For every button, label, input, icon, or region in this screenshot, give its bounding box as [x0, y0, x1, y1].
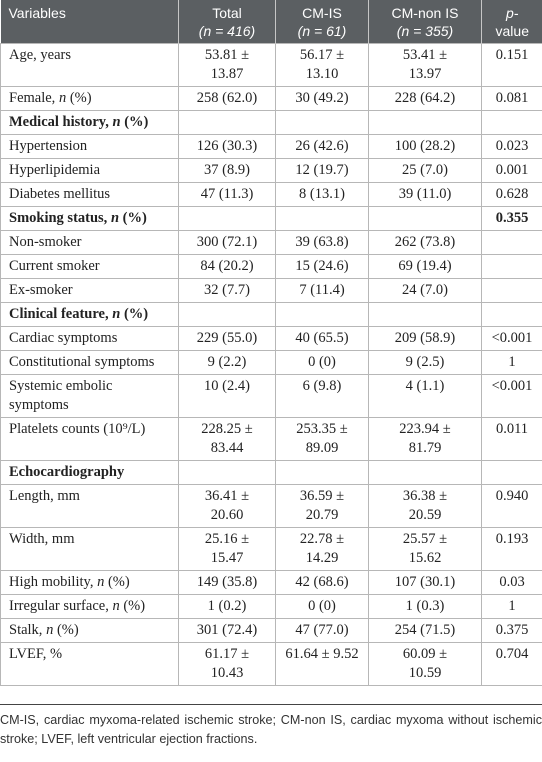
row-label: High mobility, n (%): [1, 571, 179, 595]
cell-cmis: 47 (77.0): [276, 619, 369, 643]
cell-total: [179, 111, 276, 135]
footnote-divider: [0, 704, 542, 705]
cell-cmis: [276, 461, 369, 485]
table-row: [1, 485, 542, 528]
row-label: Cardiac symptoms: [1, 327, 179, 351]
cell-total: [179, 207, 276, 231]
cell-pvalue: [482, 255, 542, 279]
row-label: Female, n (%): [1, 87, 179, 111]
cell-pvalue: [482, 111, 542, 135]
table-row: [1, 528, 542, 571]
cell-cmnon: [369, 207, 482, 231]
row-label: Length, mm: [1, 485, 179, 528]
table-row: [1, 418, 542, 461]
row-label: Systemic embolic symptoms: [1, 375, 179, 418]
cell-total: 228.25 ± 83.44: [179, 418, 276, 461]
cell-pvalue: <0.001: [482, 375, 542, 418]
cell-cmis: 12 (19.7): [276, 159, 369, 183]
table-row: [1, 619, 542, 643]
cell-pvalue: 0.03: [482, 571, 542, 595]
header-cmis-label: CM-IS: [302, 5, 342, 21]
header-cmnon-n: (n = 355): [396, 23, 454, 39]
header-cmnon-label: CM-non IS: [391, 5, 459, 21]
section-row: [1, 111, 542, 135]
cell-cmis: 56.17 ± 13.10: [276, 44, 369, 87]
table-footnote: CM-IS, cardiac myxoma-related ischemic stroke; CM-non IS, cardiac myxoma without ischemic stroke; LVEF, left ventricular ejection fractions.: [0, 713, 542, 746]
table-row: [1, 87, 542, 111]
header-variables: Variables: [1, 0, 179, 44]
cell-pvalue: 0.011: [482, 418, 542, 461]
cell-cmis: 36.59 ± 20.79: [276, 485, 369, 528]
cell-cmnon: [369, 461, 482, 485]
cell-cmnon: 107 (30.1): [369, 571, 482, 595]
row-label: Constitutional symptoms: [1, 351, 179, 375]
cell-cmis: [276, 111, 369, 135]
cell-cmnon: 39 (11.0): [369, 183, 482, 207]
row-label: Non-smoker: [1, 231, 179, 255]
cell-cmnon: 4 (1.1): [369, 375, 482, 418]
cell-cmnon: 25 (7.0): [369, 159, 482, 183]
cell-cmis: 0 (0): [276, 595, 369, 619]
cell-total: 301 (72.4): [179, 619, 276, 643]
row-label: Platelets counts (10⁹/L): [1, 418, 179, 461]
cell-cmis: 22.78 ± 14.29: [276, 528, 369, 571]
row-label: Hypertension: [1, 135, 179, 159]
cell-pvalue: [482, 461, 542, 485]
cell-pvalue: 0.193: [482, 528, 542, 571]
section-row: [1, 461, 542, 485]
cell-pvalue: 0.023: [482, 135, 542, 159]
row-label: Irregular surface, n (%): [1, 595, 179, 619]
row-label: Hyperlipidemia: [1, 159, 179, 183]
cell-pvalue: [482, 303, 542, 327]
cell-cmnon: 228 (64.2): [369, 87, 482, 111]
table-row: [1, 351, 542, 375]
cell-pvalue: 0.704: [482, 643, 542, 686]
table-row: [1, 183, 542, 207]
cell-total: 61.17 ± 10.43: [179, 643, 276, 686]
cell-cmnon: 25.57 ± 15.62: [369, 528, 482, 571]
row-label: Ex-smoker: [1, 279, 179, 303]
row-label: Stalk, n (%): [1, 619, 179, 643]
cell-cmnon: 9 (2.5): [369, 351, 482, 375]
cell-cmnon: [369, 303, 482, 327]
cell-cmis: 26 (42.6): [276, 135, 369, 159]
cell-pvalue: 0.628: [482, 183, 542, 207]
cell-total: 84 (20.2): [179, 255, 276, 279]
cell-cmnon: 24 (7.0): [369, 279, 482, 303]
cell-pvalue: [482, 231, 542, 255]
cell-pvalue: 0.940: [482, 485, 542, 528]
cell-cmis: 42 (68.6): [276, 571, 369, 595]
cell-pvalue: 1: [482, 595, 542, 619]
cell-total: 37 (8.9): [179, 159, 276, 183]
cell-cmis: [276, 207, 369, 231]
cell-cmnon: 53.41 ± 13.97: [369, 44, 482, 87]
cell-pvalue: 0.355: [482, 207, 542, 231]
cell-cmis: 39 (63.8): [276, 231, 369, 255]
cell-cmnon: 209 (58.9): [369, 327, 482, 351]
cell-total: 9 (2.2): [179, 351, 276, 375]
header-value-label: value: [495, 23, 529, 39]
table-row: [1, 159, 542, 183]
section-row: [1, 303, 542, 327]
row-label: Smoking status, n (%): [1, 207, 179, 231]
cell-cmis: 8 (13.1): [276, 183, 369, 207]
table-row: [1, 255, 542, 279]
cell-pvalue: 0.375: [482, 619, 542, 643]
cell-cmis: 7 (11.4): [276, 279, 369, 303]
cell-cmis: 40 (65.5): [276, 327, 369, 351]
header-total-label: Total: [212, 5, 242, 21]
cell-cmnon: 36.38 ± 20.59: [369, 485, 482, 528]
header-pvalue: [482, 0, 542, 44]
table-row: [1, 44, 542, 87]
cell-total: 126 (30.3): [179, 135, 276, 159]
cell-total: 25.16 ± 15.47: [179, 528, 276, 571]
cell-cmis: 15 (24.6): [276, 255, 369, 279]
cell-cmnon: 254 (71.5): [369, 619, 482, 643]
header-p-label: p-: [506, 5, 519, 21]
cell-cmnon: 223.94 ± 81.79: [369, 418, 482, 461]
cell-total: 32 (7.7): [179, 279, 276, 303]
table-body: [1, 44, 542, 686]
cell-pvalue: 1: [482, 351, 542, 375]
row-label: LVEF, %: [1, 643, 179, 686]
cell-pvalue: [482, 279, 542, 303]
header-row: [1, 0, 542, 44]
cell-cmis: 30 (49.2): [276, 87, 369, 111]
header-total-n: (n = 416): [198, 23, 256, 39]
cell-total: 229 (55.0): [179, 327, 276, 351]
cell-cmnon: 1 (0.3): [369, 595, 482, 619]
table-row: [1, 571, 542, 595]
cell-total: 300 (72.1): [179, 231, 276, 255]
cell-pvalue: 0.151: [482, 44, 542, 87]
cell-pvalue: <0.001: [482, 327, 542, 351]
cell-total: 10 (2.4): [179, 375, 276, 418]
header-cmnon: [369, 0, 482, 44]
table-row: [1, 595, 542, 619]
cell-cmnon: [369, 111, 482, 135]
cell-cmnon: 262 (73.8): [369, 231, 482, 255]
row-label: Diabetes mellitus: [1, 183, 179, 207]
row-label: Clinical feature, n (%): [1, 303, 179, 327]
table-row: [1, 327, 542, 351]
row-label: Age, years: [1, 44, 179, 87]
cell-cmis: 253.35 ± 89.09: [276, 418, 369, 461]
table-row: [1, 375, 542, 418]
header-cmis-n: (n = 61): [297, 23, 347, 39]
cell-total: [179, 461, 276, 485]
cell-cmis: 61.64 ± 9.52: [276, 643, 369, 686]
section-row: [1, 207, 542, 231]
cell-cmnon: 69 (19.4): [369, 255, 482, 279]
row-label: Width, mm: [1, 528, 179, 571]
cell-total: 258 (62.0): [179, 87, 276, 111]
cell-pvalue: 0.001: [482, 159, 542, 183]
header-cmis: [276, 0, 369, 44]
cell-cmis: [276, 303, 369, 327]
cell-cmis: 6 (9.8): [276, 375, 369, 418]
cell-cmis: 0 (0): [276, 351, 369, 375]
cell-total: 149 (35.8): [179, 571, 276, 595]
cell-total: 36.41 ± 20.60: [179, 485, 276, 528]
cell-pvalue: 0.081: [482, 87, 542, 111]
cell-cmnon: 100 (28.2): [369, 135, 482, 159]
table-row: [1, 279, 542, 303]
cell-total: [179, 303, 276, 327]
row-label: Medical history, n (%): [1, 111, 179, 135]
cell-total: 47 (11.3): [179, 183, 276, 207]
table-row: [1, 135, 542, 159]
cell-total: 53.81 ± 13.87: [179, 44, 276, 87]
table-row: [1, 643, 542, 686]
cell-cmnon: 60.09 ± 10.59: [369, 643, 482, 686]
row-label: Current smoker: [1, 255, 179, 279]
header-total: [179, 0, 276, 44]
table-row: [1, 231, 542, 255]
cell-total: 1 (0.2): [179, 595, 276, 619]
row-label: Echocardiography: [1, 461, 179, 485]
